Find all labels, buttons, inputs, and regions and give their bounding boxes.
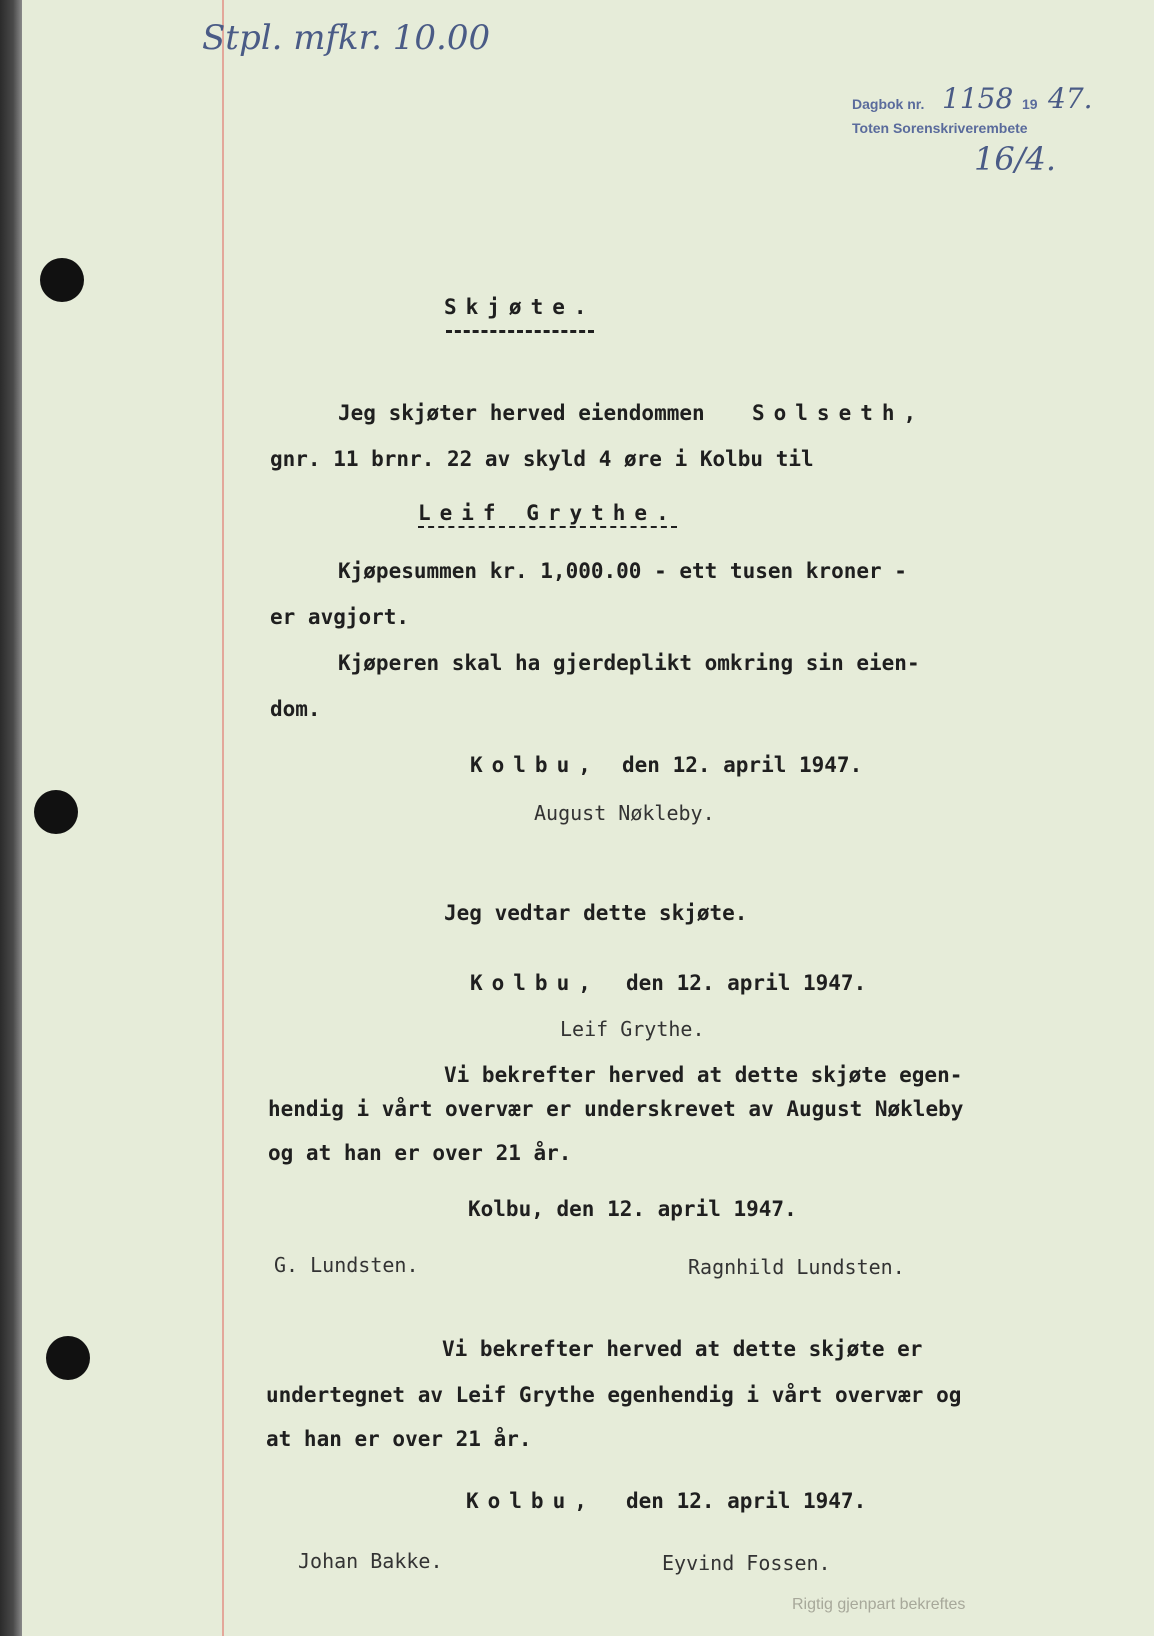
place: Kolbu, [470, 753, 600, 777]
registry-stamp-year: 19 [1022, 96, 1038, 112]
witness-signature: Johan Bakke. [298, 1549, 443, 1573]
body-line: gnr. 11 brnr. 22 av skyld 4 øre i Kolbu til [270, 447, 814, 471]
witness-signature: Eyvind Fossen. [662, 1551, 831, 1575]
buyer-name: Leif Grythe. [418, 501, 678, 525]
body-line: at han er over 21 år. [266, 1427, 532, 1451]
body-line: og at han er over 21 år. [268, 1141, 572, 1165]
body-line: Jeg skjøter herved eiendommen [338, 401, 705, 425]
handwritten-date: 16/4. [974, 140, 1057, 178]
date: den 12. april 1947. [626, 1489, 867, 1513]
property-name: Solseth, [752, 401, 926, 425]
date: den 12. april 1947. [622, 753, 863, 777]
body-line: Vi bekrefter herved at dette skjøte egen- [444, 1063, 963, 1087]
margin-line [222, 0, 224, 1636]
registry-stamp-line1: Dagbok nr. [852, 96, 925, 112]
certification-stamp: Rigtig gjenpart bekreftes [792, 1596, 966, 1613]
body-line: Kjøpesummen kr. 1,000.00 - ett tusen kroner - [338, 559, 907, 583]
witness-signature: G. Lundsten. [274, 1253, 419, 1277]
body-line: hendig i vårt overvær er underskrevet av August Nøkleby [268, 1097, 964, 1121]
buyer-signature: Leif Grythe. [560, 1017, 705, 1041]
punch-hole-bottom [46, 1336, 90, 1380]
place-date: Kolbu, den 12. april 1947. [468, 1197, 797, 1221]
body-line: er avgjort. [270, 605, 410, 629]
place: Kolbu, [470, 971, 600, 995]
handwritten-year: 47. [1048, 82, 1093, 115]
punch-hole-middle [34, 790, 78, 834]
page-edge [0, 0, 22, 1636]
body-line: Vi bekrefter herved at dette skjøte er [442, 1337, 923, 1361]
punch-hole-top [40, 258, 84, 302]
body-line: Kjøperen skal ha gjerdeplikt omkring sin eien- [338, 651, 920, 675]
place: Kolbu, [466, 1489, 596, 1513]
body-line: undertegnet av Leif Grythe egenhendig i vårt overvær og [266, 1383, 962, 1407]
handwritten-registry-number: 1158 [942, 82, 1014, 115]
document-page [22, 0, 1154, 1636]
handwritten-fee-note: Stpl. mfkr. 10.00 [202, 18, 491, 58]
date: den 12. april 1947. [626, 971, 867, 995]
seller-signature: August Nøkleby. [534, 801, 715, 825]
witness-signature: Ragnhild Lundsten. [688, 1255, 905, 1279]
title-underline [446, 330, 594, 333]
body-line: dom. [270, 697, 321, 721]
document-title: Skjøte. [444, 295, 596, 319]
registry-stamp-office: Toten Sorenskriverembete [852, 120, 1028, 136]
acceptance-line: Jeg vedtar dette skjøte. [444, 901, 748, 925]
